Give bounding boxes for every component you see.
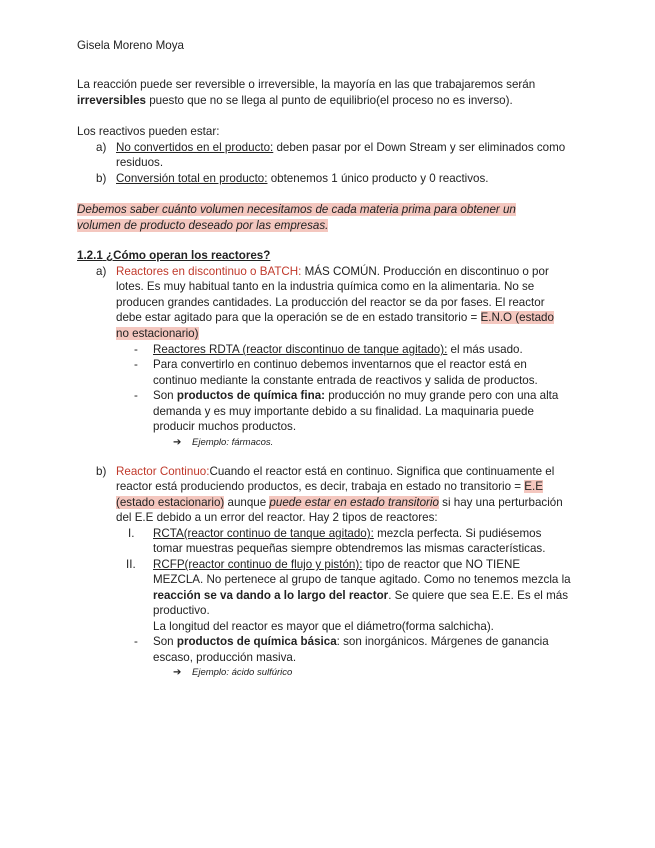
rcfp-line-3: reacción se va dando a lo largo del reactor. Se quiere que sea E.E. Es el más [153,589,568,602]
batch-line-4: debe estar agitado para que la operación se de en estado transitorio = E.N.O (estado [116,311,554,324]
dash-marker: - [134,343,138,356]
arrow-icon: ➔ [173,667,182,678]
arrow-icon: ➔ [173,437,182,448]
list-marker-continuo: b) [96,465,107,478]
list-marker-a: a) [96,141,107,154]
roman-marker-1: I. [128,527,135,540]
rcfp-line-4: productivo. [153,604,210,617]
batch-line-3: producen grandes cantidades. La producción del reactor se da por fases. El reactor [116,296,545,309]
highlight-note-line-1: Debemos saber cuánto volumen necesitamos de cada materia prima para obtener un [77,203,516,216]
batch-detail-3-line-1: Son productos de química fina: producción no muy grande pero con una alta [153,389,559,402]
rcta-line-2: tomar muestras pequeñas siempre obtendremos las mismas características. [153,542,546,555]
continuo-detail-line-2: escaso, producción masiva. [153,651,297,664]
list-marker-b: b) [96,172,107,185]
continuo-detail-line-1: Son productos de química básica: son inorgánicos. Márgenes de ganancia [153,635,549,648]
author-name: Gisela Moreno Moya [77,39,184,52]
batch-line-2: lotes. Es muy habitual tanto en la industria química como en la alimentaria. No se [116,280,535,293]
batch-detail-1: Reactores RDTA (reactor discontinuo de tanque agitado): el más usado. [153,343,523,356]
highlight-note-line-2: volumen de producto deseado por las empresas. [77,219,329,232]
batch-detail-2-line-1: Para convertirlo en continuo debemos inventarnos que el reactor está en [153,358,527,371]
rcfp-line-1: RCFP(reactor continuo de flujo y pistón): tipo de reactor que NO TIENE [153,558,521,571]
section-heading: 1.2.1 ¿Cómo operan los reactores? [77,249,271,262]
continuo-title: Reactor Continuo: [116,465,210,478]
dash-marker: - [134,389,138,402]
continuo-line-2: reactor está produciendo productos, es decir, trabaja en estado no transitorio = E.E [116,480,543,493]
list-marker-batch: a) [96,265,107,278]
batch-line-1: Reactores en discontinuo o BATCH: MÁS COMÚN. Producción en discontinuo o por [116,265,549,278]
continuo-line-3: (estado estacionario) aunque puede estar en estado transitorio si hay una perturbación [116,496,563,509]
continuo-line-1: Reactor Continuo:Cuando el reactor está en continuo. Significa que continuamente el [116,465,555,478]
batch-detail-3-line-2: demanda y es muy importante debido a su finalidad. La maquinaria puede [153,405,534,418]
reactivos-title: Los reactivos pueden estar: [77,125,220,138]
reactivos-item-a-cont: residuos. [116,156,164,169]
reactivos-item-b: Conversión total en producto: obtenemos 1 único producto y 0 reactivos. [116,172,489,185]
batch-example: Ejemplo: fármacos. [192,437,274,448]
rcta-line-1: RCTA(reactor continuo de tanque agitado): mezcla perfecta. Si pudiésemos [153,527,542,540]
roman-marker-2: II. [126,558,136,571]
dash-marker: - [134,358,138,371]
rcfp-line-2: MEZCLA. No pertenece al grupo de tanque agitado. Como no tenemos mezcla la [153,573,571,586]
continuo-line-4: del E.E debido a un error del reactor. Hay 2 tipos de reactores: [116,511,438,524]
continuo-example: Ejemplo: ácido sulfúrico [192,667,293,678]
intro-line-1: La reacción puede ser reversible o irreversible, la mayoría en las que trabajaremos serán [77,78,536,91]
intro-line-2: irreversibles puesto que no se llega al punto de equilibrio(el proceso no es inverso). [77,94,513,107]
dash-marker: - [134,635,138,648]
intro-bold-term: irreversibles [77,94,146,107]
batch-line-5: no estacionario) [116,327,199,340]
batch-detail-3-line-3: producir muchos productos. [153,420,297,433]
reactivos-item-a: No convertidos en el producto: deben pasar por el Down Stream y ser eliminados como [116,141,566,154]
batch-detail-2-line-2: continuo mediante la constante entrada de reactivos y salida de productos. [153,374,538,387]
rcfp-line-5: La longitud del reactor es mayor que el diámetro(forma salchicha). [153,620,494,633]
batch-title: Reactores en discontinuo o BATCH: [116,265,302,278]
